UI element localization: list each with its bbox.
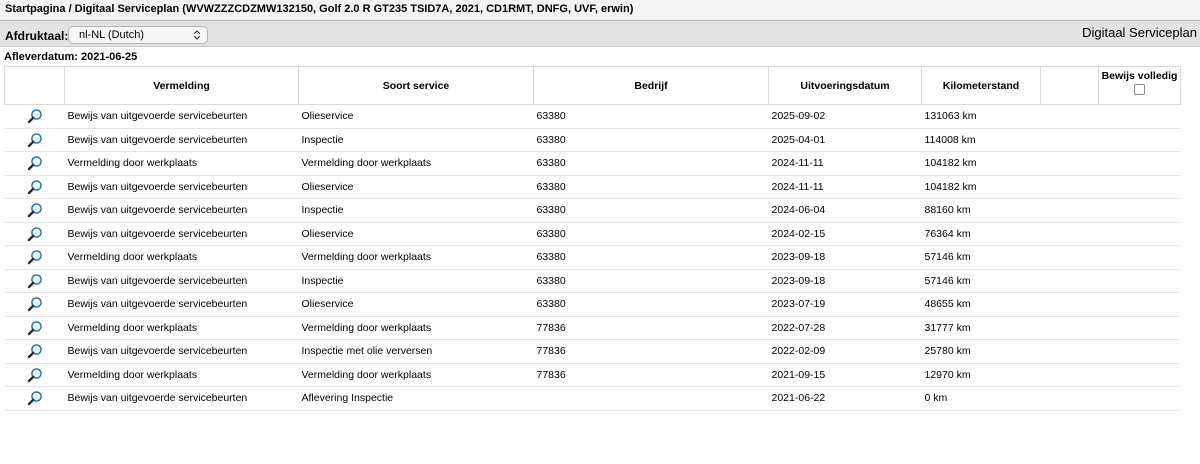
entry-cell: Bewijs van uitgevoerde servicebeurten (65, 128, 299, 152)
print-language-label: Afdruktaal: (5, 29, 69, 43)
execution-date-cell: 2024-11-11 (769, 175, 922, 199)
execution-date-cell: 2024-06-04 (769, 199, 922, 223)
title-bar (0, 0, 1200, 20)
details-cell (5, 363, 65, 387)
mileage-cell: 76364 km (922, 222, 1041, 246)
proof-complete-cell (1099, 316, 1181, 340)
details-cell (5, 128, 65, 152)
spacer-cell (1041, 363, 1099, 387)
mileage-cell: 88160 km (922, 199, 1041, 223)
service-history-table (4, 66, 1181, 411)
mileage-cell: 104182 km (922, 152, 1041, 176)
service-type-cell: Inspectie met olie verversen (299, 340, 534, 364)
service-type-cell: Vermelding door werkplaats (299, 363, 534, 387)
spacer-cell (1041, 152, 1099, 176)
details-cell (5, 340, 65, 364)
page-title: Digitaal Serviceplan (1082, 25, 1197, 40)
execution-date-cell: 2023-09-18 (769, 246, 922, 270)
table-header-row (5, 67, 1181, 105)
execution-date-cell: 2022-02-09 (769, 340, 922, 364)
company-cell (534, 387, 769, 411)
breadcrumb: Startpagina / Digitaal Serviceplan (WVWZZZCDZMW132150, Golf 2.0 R GT235 TSID7A, 2021, CD1RMT, DNFG, UVF, erwin) (5, 3, 634, 15)
mileage-cell: 31777 km (922, 316, 1041, 340)
execution-date-cell: 2021-06-22 (769, 387, 922, 411)
service-type-cell: Aflevering Inspectie (299, 387, 534, 411)
details-cell (5, 387, 65, 411)
table-row[interactable] (5, 340, 1181, 364)
details-cell (5, 105, 65, 129)
column-header-entry[interactable]: Vermelding (65, 67, 299, 105)
print-language-select[interactable] (68, 26, 208, 44)
details-cell (5, 293, 65, 317)
execution-date-cell: 2025-04-01 (769, 128, 922, 152)
entry-cell: Bewijs van uitgevoerde servicebeurten (65, 175, 299, 199)
table-row[interactable] (5, 199, 1181, 223)
magnifier-icon[interactable] (27, 296, 43, 312)
spacer-cell (1041, 105, 1099, 129)
proof-complete-cell (1099, 387, 1181, 411)
entry-cell: Bewijs van uitgevoerde servicebeurten (65, 340, 299, 364)
mileage-cell: 0 km (922, 387, 1041, 411)
proof-complete-cell (1099, 128, 1181, 152)
service-type-cell: Inspectie (299, 199, 534, 223)
entry-cell: Vermelding door werkplaats (65, 363, 299, 387)
execution-date-cell: 2023-07-19 (769, 293, 922, 317)
company-cell: 77836 (534, 363, 769, 387)
service-history-rows (5, 105, 1181, 411)
company-cell: 63380 (534, 175, 769, 199)
proof-complete-cell (1099, 293, 1181, 317)
company-cell: 63380 (534, 152, 769, 176)
execution-date-cell: 2024-02-15 (769, 222, 922, 246)
magnifier-icon[interactable] (27, 273, 43, 289)
proof-complete-cell (1099, 175, 1181, 199)
magnifier-icon[interactable] (27, 179, 43, 195)
execution-date-cell: 2025-09-02 (769, 105, 922, 129)
service-type-cell: Inspectie (299, 128, 534, 152)
table-row[interactable] (5, 175, 1181, 199)
company-cell: 77836 (534, 340, 769, 364)
details-cell (5, 222, 65, 246)
entry-cell: Bewijs van uitgevoerde servicebeurten (65, 293, 299, 317)
table-row[interactable] (5, 222, 1181, 246)
column-header-execution-date[interactable]: Uitvoeringsdatum (769, 67, 922, 105)
entry-cell: Vermelding door werkplaats (65, 316, 299, 340)
company-cell: 63380 (534, 293, 769, 317)
mileage-cell: 57146 km (922, 246, 1041, 270)
spacer-cell (1041, 246, 1099, 270)
magnifier-icon[interactable] (27, 202, 43, 218)
spacer-cell (1041, 269, 1099, 293)
entry-cell: Bewijs van uitgevoerde servicebeurten (65, 105, 299, 129)
service-type-cell: Vermelding door werkplaats (299, 152, 534, 176)
execution-date-cell: 2021-09-15 (769, 363, 922, 387)
spacer-cell (1041, 222, 1099, 246)
delivery-date: Afleverdatum: 2021-06-25 (4, 51, 138, 63)
company-cell: 63380 (534, 246, 769, 270)
column-header-proof-complete (1099, 67, 1181, 105)
chevron-up-down-icon (193, 29, 201, 41)
entry-cell: Bewijs van uitgevoerde servicebeurten (65, 222, 299, 246)
details-cell (5, 175, 65, 199)
entry-cell: Vermelding door werkplaats (65, 246, 299, 270)
table-row[interactable] (5, 269, 1181, 293)
mileage-cell: 114008 km (922, 128, 1041, 152)
table-row[interactable] (5, 105, 1181, 129)
proof-complete-cell (1099, 269, 1181, 293)
execution-date-cell: 2023-09-18 (769, 269, 922, 293)
magnifier-icon[interactable] (27, 108, 43, 124)
details-cell (5, 246, 65, 270)
service-type-cell: Olieservice (299, 293, 534, 317)
details-cell (5, 316, 65, 340)
mileage-cell: 57146 km (922, 269, 1041, 293)
spacer-cell (1041, 387, 1099, 411)
table-row[interactable] (5, 128, 1181, 152)
toolbar (0, 20, 1200, 47)
table-row[interactable] (5, 246, 1181, 270)
company-cell: 63380 (534, 269, 769, 293)
spacer-cell (1041, 199, 1099, 223)
service-type-cell: Vermelding door werkplaats (299, 316, 534, 340)
proof-complete-cell (1099, 199, 1181, 223)
proof-complete-cell (1099, 222, 1181, 246)
company-cell: 63380 (534, 105, 769, 129)
service-history-table-wrap (4, 66, 1180, 411)
column-header-icon (5, 67, 65, 105)
magnifier-icon[interactable] (27, 226, 43, 242)
column-header-service-type[interactable]: Soort service (299, 67, 534, 105)
spacer-cell (1041, 316, 1099, 340)
service-type-cell: Olieservice (299, 175, 534, 199)
table-row[interactable] (5, 387, 1181, 411)
company-cell: 63380 (534, 128, 769, 152)
proof-complete-cell (1099, 363, 1181, 387)
magnifier-icon[interactable] (27, 390, 43, 406)
magnifier-icon[interactable] (27, 320, 43, 336)
column-header-company[interactable]: Bedrijf (534, 67, 769, 105)
table-row[interactable] (5, 316, 1181, 340)
column-header-mileage[interactable]: Kilometerstand (922, 67, 1041, 105)
mileage-cell: 48655 km (922, 293, 1041, 317)
details-cell (5, 199, 65, 223)
service-type-cell: Inspectie (299, 269, 534, 293)
proof-complete-label: Bewijs volledig (1101, 70, 1178, 82)
spacer-cell (1041, 293, 1099, 317)
company-cell: 63380 (534, 199, 769, 223)
company-cell: 77836 (534, 316, 769, 340)
spacer-cell (1041, 175, 1099, 199)
service-type-cell: Vermelding door werkplaats (299, 246, 534, 270)
table-row[interactable] (5, 293, 1181, 317)
mileage-cell: 12970 km (922, 363, 1041, 387)
column-header-spacer (1041, 67, 1099, 105)
proof-complete-cell (1099, 105, 1181, 129)
entry-cell: Bewijs van uitgevoerde servicebeurten (65, 387, 299, 411)
proof-complete-cell (1099, 152, 1181, 176)
execution-date-cell: 2022-07-28 (769, 316, 922, 340)
magnifier-icon[interactable] (27, 367, 43, 383)
entry-cell: Bewijs van uitgevoerde servicebeurten (65, 199, 299, 223)
spacer-cell (1041, 340, 1099, 364)
magnifier-icon[interactable] (27, 132, 43, 148)
details-cell (5, 269, 65, 293)
execution-date-cell: 2024-11-11 (769, 152, 922, 176)
print-language-value: nl-NL (Dutch) (79, 29, 144, 41)
mileage-cell: 131063 km (922, 105, 1041, 129)
proof-complete-checkbox[interactable] (1134, 84, 1145, 95)
proof-complete-cell (1099, 246, 1181, 270)
spacer-cell (1041, 128, 1099, 152)
magnifier-icon[interactable] (27, 155, 43, 171)
service-type-cell: Olieservice (299, 105, 534, 129)
proof-complete-cell (1099, 340, 1181, 364)
mileage-cell: 104182 km (922, 175, 1041, 199)
magnifier-icon[interactable] (27, 249, 43, 265)
table-row[interactable] (5, 152, 1181, 176)
service-type-cell: Olieservice (299, 222, 534, 246)
mileage-cell: 25780 km (922, 340, 1041, 364)
details-cell (5, 152, 65, 176)
entry-cell: Vermelding door werkplaats (65, 152, 299, 176)
company-cell: 63380 (534, 222, 769, 246)
table-row[interactable] (5, 363, 1181, 387)
entry-cell: Bewijs van uitgevoerde servicebeurten (65, 269, 299, 293)
magnifier-icon[interactable] (27, 343, 43, 359)
